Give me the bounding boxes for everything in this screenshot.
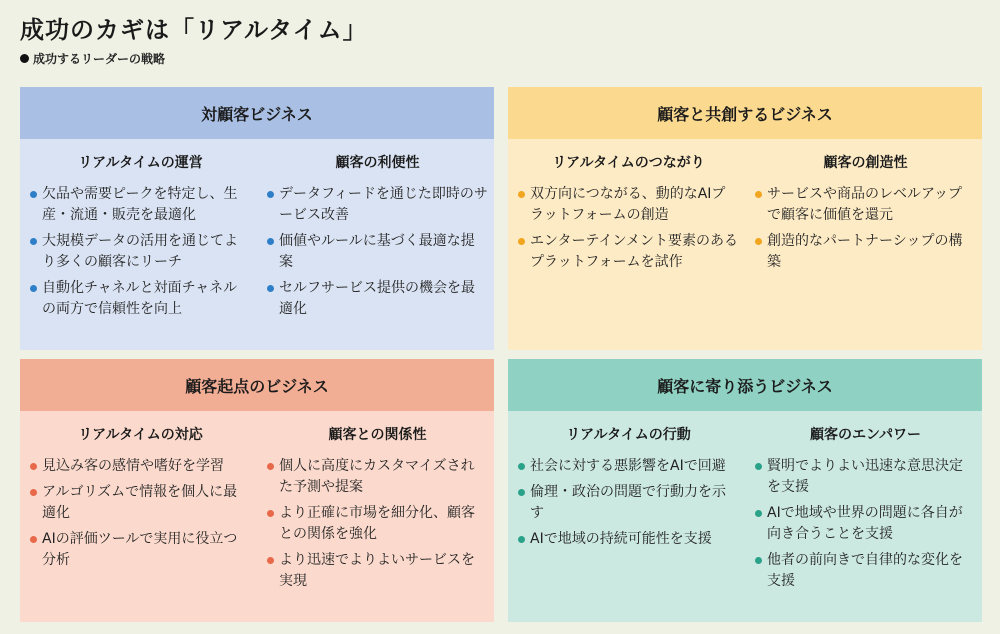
panel-column xyxy=(745,139,982,350)
bullet-icon xyxy=(30,238,37,245)
panel-body xyxy=(20,139,494,350)
list-item-text: AIで地域や世界の問題に各自が向き合うことを支援 xyxy=(767,505,963,542)
list-item-text: 自動化チャネルと対面チャネルの両方で信頼性を向上 xyxy=(42,280,238,317)
bullet-list xyxy=(267,184,488,320)
list-item xyxy=(518,184,739,226)
subtitle-text: 成功するリーダーの戦略 xyxy=(33,52,166,66)
column-title: 顧客の創造性 xyxy=(823,154,908,171)
bullet-icon xyxy=(518,489,525,496)
list-item-text: セルフサービス提供の機会を最適化 xyxy=(279,280,475,317)
bullet-icon xyxy=(30,191,37,198)
panel-column xyxy=(745,411,982,622)
list-item-text: 価値やルールに基づく最適な提案 xyxy=(279,233,475,270)
bullet-icon xyxy=(30,285,37,292)
list-item-text: サービスや商品のレベルアップで顧客に価値を還元 xyxy=(767,186,963,223)
list-item-text: 他者の前向きで自律的な変化を支援 xyxy=(767,552,963,589)
quadrant-panel xyxy=(508,87,982,350)
bullet-icon xyxy=(518,238,525,245)
panel-heading: 顧客と共創するビジネス xyxy=(508,87,982,139)
bullet-icon xyxy=(755,557,762,564)
list-item-text: 大規模データの活用を通じてより多くの顧客にリーチ xyxy=(42,233,238,270)
list-item xyxy=(30,231,251,273)
list-item-text: 見込み客の感情や嗜好を学習 xyxy=(42,458,224,474)
bullet-icon xyxy=(755,510,762,517)
list-item xyxy=(267,231,488,273)
list-item xyxy=(30,456,251,477)
list-item xyxy=(518,456,739,477)
quadrant-panel xyxy=(20,359,494,622)
panel-column xyxy=(508,411,745,622)
column-title: リアルタイムのつながり xyxy=(552,154,705,171)
quadrant-panel xyxy=(20,87,494,350)
column-title: 顧客との関係性 xyxy=(328,426,427,443)
panel-column xyxy=(508,139,745,350)
column-title: リアルタイムの対応 xyxy=(78,426,203,443)
bullet-icon xyxy=(267,285,274,292)
bullet-list xyxy=(755,184,976,273)
bullet-icon xyxy=(267,463,274,470)
bullet-icon xyxy=(755,191,762,198)
bullet-list xyxy=(518,184,739,273)
page-title: 成功のカギは「リアルタイム」 xyxy=(20,16,368,44)
panel-body xyxy=(508,411,982,622)
bullet-icon xyxy=(518,463,525,470)
list-item xyxy=(755,503,976,545)
panel-heading: 顧客に寄り添うビジネス xyxy=(508,359,982,411)
list-item xyxy=(755,456,976,498)
panel-column xyxy=(257,411,494,622)
list-item-text: 双方向につながる、動的なAIプラットフォームの創造 xyxy=(530,186,726,223)
list-item-text: 倫理・政治の問題で行動力を示す xyxy=(530,484,726,521)
column-title: リアルタイムの運営 xyxy=(78,154,203,171)
panel-column xyxy=(20,139,257,350)
list-item xyxy=(30,482,251,524)
list-item-text: より迅速でよりよいサービスを実現 xyxy=(279,552,475,589)
panel-heading: 対顧客ビジネス xyxy=(20,87,494,139)
list-item-text: 社会に対する悪影響をAIで回避 xyxy=(530,458,726,474)
list-item xyxy=(267,550,488,592)
panel-column xyxy=(20,411,257,622)
list-item xyxy=(267,184,488,226)
panel-body xyxy=(20,411,494,622)
list-item xyxy=(267,456,488,498)
list-item xyxy=(267,503,488,545)
bullet-dot-icon xyxy=(20,54,29,63)
bullet-list xyxy=(30,184,251,320)
bullet-icon xyxy=(267,191,274,198)
list-item-text: 賢明でよりよい迅速な意思決定を支援 xyxy=(767,458,963,495)
bullet-icon xyxy=(755,238,762,245)
list-item-text: エンターテインメント要素のあるプラットフォームを試作 xyxy=(530,233,739,270)
panel-body xyxy=(508,139,982,350)
column-title: 顧客のエンパワー xyxy=(809,426,922,443)
bullet-icon xyxy=(267,238,274,245)
bullet-icon xyxy=(30,463,37,470)
list-item-text: 欠品や需要ピークを特定し、生産・流通・販売を最適化 xyxy=(42,186,238,223)
list-item xyxy=(267,278,488,320)
list-item xyxy=(30,278,251,320)
list-item xyxy=(30,184,251,226)
quadrant-panel xyxy=(508,359,982,622)
bullet-icon xyxy=(30,536,37,543)
bullet-icon xyxy=(30,489,37,496)
list-item xyxy=(755,184,976,226)
bullet-list xyxy=(30,456,251,571)
list-item xyxy=(518,529,739,550)
list-item-text: AIの評価ツールで実用に役立つ分析 xyxy=(42,531,238,568)
list-item-text: 個人に高度にカスタマイズされた予測や提案 xyxy=(279,458,475,495)
subtitle xyxy=(20,50,165,67)
list-item-text: アルゴリズムで情報を個人に最適化 xyxy=(42,484,238,521)
column-title: 顧客の利便性 xyxy=(335,154,420,171)
column-title: リアルタイムの行動 xyxy=(566,426,691,443)
list-item xyxy=(755,231,976,273)
list-item-text: 創造的なパートナーシップの構築 xyxy=(767,233,963,270)
bullet-icon xyxy=(518,536,525,543)
bullet-icon xyxy=(267,557,274,564)
bullet-list xyxy=(755,456,976,592)
bullet-icon xyxy=(267,510,274,517)
bullet-icon xyxy=(755,463,762,470)
list-item xyxy=(518,482,739,524)
list-item-text: AIで地域の持続可能性を支援 xyxy=(530,531,712,547)
list-item-text: より正確に市場を細分化、顧客との関係を強化 xyxy=(279,505,475,542)
list-item xyxy=(518,231,739,273)
bullet-list xyxy=(267,456,488,592)
panel-heading: 顧客起点のビジネス xyxy=(20,359,494,411)
bullet-list xyxy=(518,456,739,550)
panel-column xyxy=(257,139,494,350)
list-item xyxy=(30,529,251,571)
list-item-text: データフィードを通じた即時のサービス改善 xyxy=(279,186,488,223)
list-item xyxy=(755,550,976,592)
bullet-icon xyxy=(518,191,525,198)
